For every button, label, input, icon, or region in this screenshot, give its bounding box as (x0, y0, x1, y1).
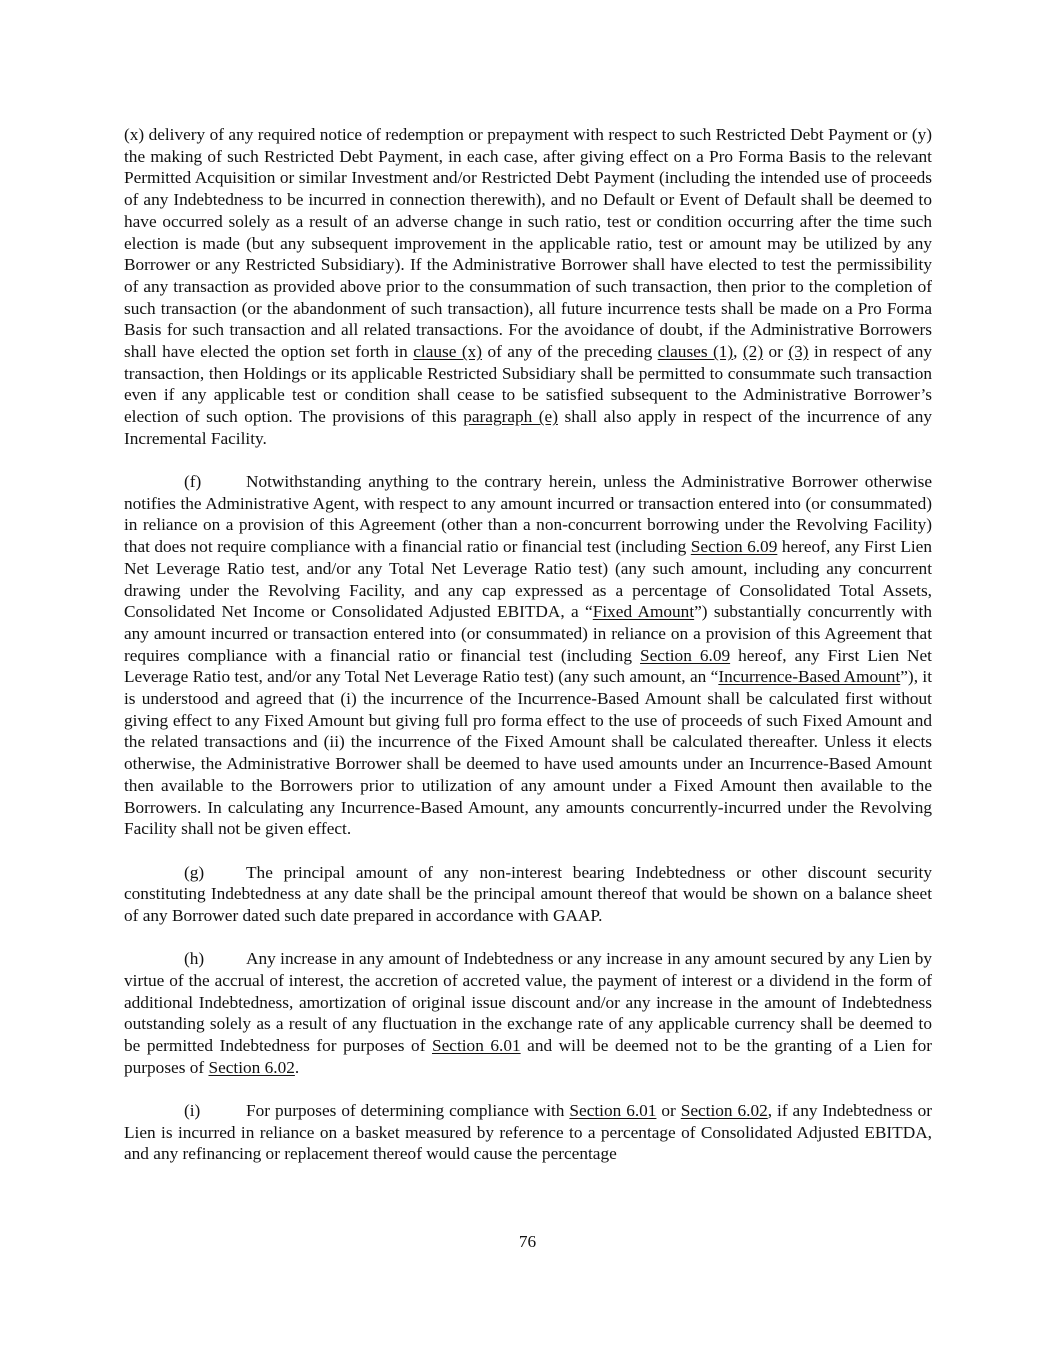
text-run: or (763, 342, 789, 362)
text-run: ”) substantially concurrently with any amount incurred or transaction entered into (or consummated) in reliance on a provision of this Agreement that requires compliance with a financial ratio or financial test (including (124, 602, 932, 665)
text-run: , (733, 342, 743, 362)
paragraph-number: (h) (184, 949, 205, 969)
defined-term-incurrence-based-amount: Incurrence-Based Amount (718, 667, 901, 687)
cross-reference-section-6-09: Section 6.09 (640, 645, 731, 665)
text-run: (x) delivery of any required notice of redemption or prepayment with respect to such Restricted Debt Payment or (y) the making of such Restricted Debt Payment, in each case, after giving effect on a Pro Forma Basis to the relevant Permitted Acquisition or similar Investment and/or Restricted Debt Payment (including the intended use of proceeds of any Indebtedness to be incurred in connection therewith), and no Default or Event of Default shall be deemed to have occurred solely as a result of an adverse change in such ratio, test or condition occurring after the time such election is made (but any subsequent improvement in the applicable ratio, test or amount may be utilized by any Borrower or any Restricted Subsidiary). If the Administrative Borrower shall have elected to test the permissibility of any transaction as provided above prior to the consummation of such transaction, then prior to the completion of such transaction (or the abandonment of such transaction), all future incurrence tests shall be made on a Pro Forma Basis for such transaction and all related transactions. For the avoidance of doubt, if the Administrative Borrowers shall have elected the option set forth in (124, 125, 932, 362)
paragraph-number: (g) (184, 862, 205, 882)
text-run: shall also apply in respect of the incurrence of any Incremental Facility. (124, 407, 932, 448)
text-run: or (656, 1100, 681, 1120)
page-number: 76 (518, 1232, 537, 1251)
cross-reference-section-6-02: Section 6.02 (208, 1057, 295, 1077)
text-run: For purposes of determining compliance with (246, 1100, 570, 1120)
text-run: of any of the preceding (482, 342, 658, 362)
cross-reference-section-6-09: Section 6.09 (690, 537, 778, 557)
text-run: in respect of any transaction, then Holdings or its applicable Restricted Subsidiary shall be permitted to consummate such transaction even if any applicable test or condition shall cease to be satisfied subsequent to the Administrative Borrower’s election of such option. The provisions of this (124, 342, 933, 427)
cross-reference-section-6-02: Section 6.02 (680, 1100, 768, 1120)
text-run: and will be deemed not to be the granting of a Lien for purposes of (124, 1035, 932, 1077)
cross-reference-clause-2: (2) (742, 342, 764, 362)
document-page (124, 124, 932, 1186)
paragraph-h (124, 948, 932, 1078)
cross-reference-section-6-01: Section 6.01 (569, 1100, 657, 1120)
text-run: Any increase in any amount of Indebtedness or any increase in any amount secured by any Lien by virtue of the accrual of interest, the accretion of accreted value, the payment of interest or a dividend in the form of additional Indebtedness, amortization of original issue discount and/or any increase in the amount of Indebtedness outstanding solely as a result of any fluctuation in the exchange rate of any applicable currency shall be deemed to be permitted Indebtedness for purposes of (124, 949, 932, 1055)
text-run: hereof, any First Lien Net Leverage Ratio test, and/or any Total Net Leverage Ratio test) (any such amount, an “ (124, 645, 932, 687)
text-run: ”), it is understood and agreed that (i) the incurrence of the Incurrence-Based Amount shall be calculated first without giving effect to any Fixed Amount but giving full pro forma effect to the use of proceeds of such Fixed Amount and the related transactions and (ii) the incurrence of the Fixed Amount shall be calculated thereafter. Unless it elects otherwise, the Administrative Borrower shall be deemed to have used amounts under an Incurrence-Based Amount then available to the Borrowers prior to utilization of any amount under a Fixed Amount then available to the Borrowers. In calculating any Incurrence-Based Amount, any amounts concurrently-incurred under the Revolving Facility shall not be given effect. (124, 667, 932, 839)
paragraph-number: (f) (184, 472, 202, 492)
paragraph-continuation (124, 124, 932, 450)
paragraph-i (124, 1100, 932, 1165)
text-run: Notwithstanding anything to the contrary herein, unless the Administrative Borrower otherwise notifies the Administrative Agent, with respect to any amount incurred or transaction entered into (or consummated) in reliance on a provision of this Agreement (other than a non-concurrent borrowing under the Revolving Facility) that does not require compliance with a financial ratio or financial test (including (124, 472, 932, 557)
paragraph-g (124, 862, 932, 927)
text-run: The principal amount of any non-interest bearing Indebtedness or other discount security constituting Indebtedness at any date shall be the principal amount thereof that would be shown on a balance sheet of any Borrower dated such date prepared in accordance with GAAP. (124, 862, 932, 925)
cross-reference-paragraph-e: paragraph (e) (463, 407, 558, 427)
text-run: , if any Indebtedness or Lien is incurred in reliance on a basket measured by reference to a percentage of Consolidated Adjusted EBITDA, and any refinancing or replacement thereof would cause the percentage (124, 1100, 932, 1164)
defined-term-fixed-amount: Fixed Amount (592, 602, 695, 622)
cross-reference-clauses-1: clauses (1) (657, 342, 734, 362)
paragraph-f (124, 471, 932, 840)
text-run: . (294, 1057, 300, 1077)
cross-reference-section-6-01: Section 6.01 (432, 1035, 521, 1055)
cross-reference-clause-3: (3) (788, 342, 809, 362)
paragraph-number: (i) (184, 1100, 201, 1120)
cross-reference-clause-x: clause (x) (413, 342, 483, 362)
text-run: hereof, any First Lien Net Leverage Ratio test, and/or any Total Net Leverage Ratio test) (any such amount, including any concurrent drawing under the Revolving Facility, and any cap expressed as a percentage of Consolidated Total Assets, Consolidated Net Income or Consolidated Adjusted EBITDA, a “ (124, 537, 932, 622)
